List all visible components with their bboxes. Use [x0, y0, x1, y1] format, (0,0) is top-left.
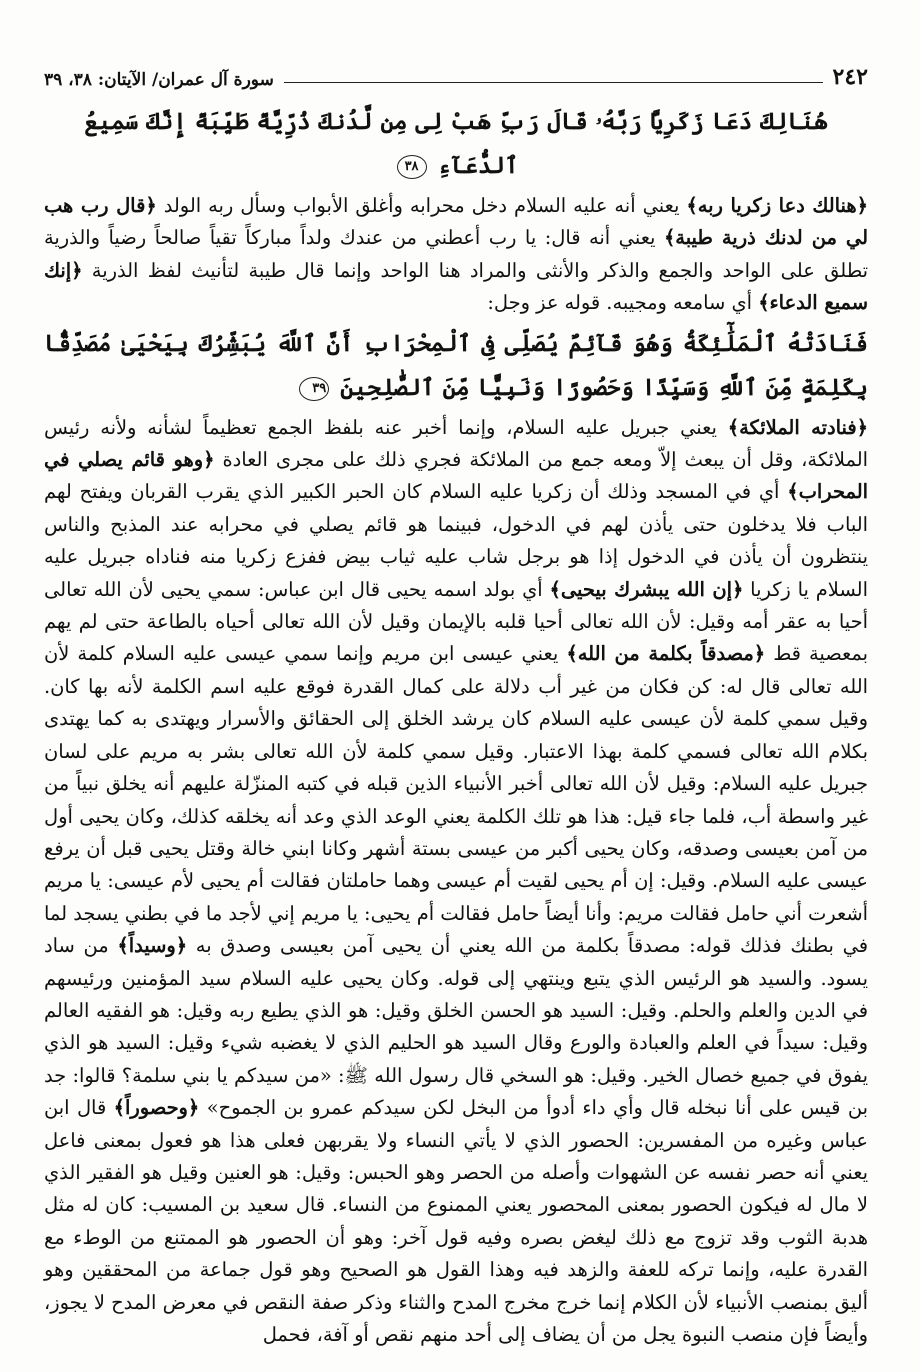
quoted-verse: ﴿قال رب هب لي من لدنك ذرية طيبة﴾: [44, 194, 868, 250]
quran-verse-39: [44, 322, 868, 410]
quoted-verse: ﴿وهو قائم يصلي في المحراب﴾: [44, 448, 868, 504]
page-header: [44, 56, 868, 90]
commentary-text: قال ابن عباس وغيره من المفسرين: الحصور الذي لا يأتي النساء ولا يقربهن فعلى هذا هو فعول بمعنى فاعل يعني أنه حصر نفسه عن الشهوات وأصله من الحصر وهو الحبس: وقيل: هو العنين وقيل هو الفقير الذي لا مال له فيكون الحصور بمعنى المحصور يعني الممنوع من النساء. قال سعيد بن المسيب: كان له مثل هدبة الثوب وقد تزوج مع ذلك ليغض بصره وفيه قول آخر: وهو أن الحصور هو الممتنع من الوطء مع القدرة عليه، وإنما تركه للعفة والزهد فيه وهذا القول هو الصحيح وهو قول جماعة من المحققين وهو أليق بمنصب الأنبياء لأن الكلام إنما خرج مخرج المدح والثناء وذكر صفة النقص في معرض المدح لا يجوز، وأيضاً فإن منصب النبوة يجل من أن يضاف إلى أحد منهم نقص أو آفة، فحمل: [44, 1096, 868, 1346]
quoted-verse: ﴿هنالك دعا زكريا ربه﴾: [686, 194, 868, 217]
commentary-text: يعني أنه عليه السلام دخل محرابه وأغلق الأبواب وسأل ربه الولد: [156, 194, 687, 217]
surah-title: سورة آل عمران/ الآيتان: ٣٨، ٣٩: [44, 70, 274, 90]
commentary-paragraph-1: [44, 190, 868, 320]
commentary-text: يعني جبريل عليه السلام، وإنما أخبر عنه بلفظ الجمع تعظيماً لشأنه ولأنه رئيس الملائكة، وقل أن يبعث إلاّ ومعه جمع من الملائكة فجري ذلك على مجرى العادة: [44, 415, 869, 472]
quoted-verse: ﴿إن الله يبشرك بيحيى﴾: [549, 577, 744, 601]
commentary-paragraph-2: [44, 412, 868, 1352]
quran-verse-38: [44, 100, 868, 188]
commentary-text: يعني عيسى ابن مريم وإنما سمي عيسى عليه السلام كلمة لأن الله تعالى قال له: كن فكان من غير أب دلالة على كمال القدرة فوقع عليه اسم الكلمة لأنه بها كان. وقيل سمي كلمة لأن عيسى عليه السلام كان يرشد الخلق إلى الحقائق والأسرار ويهتدى به كما يهتدى بكلام الله تعالى فسمي كلمة بهذا الاعتبار. وقيل سمي كلمة لأن الله تعالى بشر به مريم على لسان جبريل عليه السلام: وقيل لأن الله تعالى أخبر الأنبياء الذين قبله في كتبه المنزّلة عليهم أنه يخلق نبياً من غير واسطة أب، فلما جاء قيل: هذا هو تلك الكلمة يعني الوعد الذي وعد أنه يخلقه كذلك، وكان يحيى أول من آمن بعيسى وصدقه، وكان يحيى أكبر من عيسى بستة أشهر وكانا ابني خالة وقتل يحيى قبل أن يرفع عيسى عليه السلام. وقيل: إن أم يحيى لقيت أم عيسى وهما حاملتان فقالت أم يحيى لأم عيسى: يا مريم أشعرت أني حامل فقالت مريم: وأنا أيضاً حامل فقالت أم يحيى: يا مريم إني لأجد ما في بطني يسجد لما في بطنك فذلك قوله: مصدقاً بكلمة من الله يعني أن يحيى آمن بعيسى وصدق به: [44, 642, 869, 958]
ayah-number-marker: ٣٨: [397, 155, 427, 179]
quoted-verse: ﴿إنك سميع الدعاء﴾: [44, 258, 868, 315]
verse-text: فَنَادَتْهُ ٱلْمَلَٰٓئِكَةُ وَهُوَ قَآئِمٌ يُصَلِّى فِى ٱلْمِحْرَابِ أَنَّ ٱللَّهَ يُبَشِّرُكَ بِيَحْيَىٰ مُصَدِّقًۢا بِكَلِمَةٍ مِّنَ ٱللَّهِ وَسَيِّدًا وَحَصُورًا وَنَبِيًّا مِّنَ ٱلصَّٰلِحِينَ: [44, 329, 868, 401]
commentary-text: يعني أنه قال: يا رب أعطني من عندك ولداً مباركاً تقياً صالحاً رضياً والذرية تطلق على الواحد والجمع والذكر والأنثى والمراد هنا الواحد وإنما قال طيبة لتأنيث لفظ الذرية: [44, 226, 868, 282]
commentary-text: من ساد يسود. والسيد هو الرئيس الذي يتبع وينتهي إلى قوله. وكان يحيى عليه السلام سيد المؤمنين ورئيسهم في الدين والعلم والحلم. وقيل: السيد هو الحسن الخلق وقيل: هو الذي يطيع ربه وقيل: هو الفقيه العالم وقيل: سيداً في العلم والعبادة والورع وقال السيد هو الحليم الذي لا يغضبه شيء وقيل: السيد هو الذي يفوق في جميع خصال الخير. وقيل: هو السخي قال رسول الله ﷺ: «من سيدكم يا بني سلمة؟ قالوا: جد بن قيس على أنا نبخله قال وأي داء أدوأ من البخل لكن سيدكم عمرو بن الجموح»: [44, 934, 869, 1120]
quoted-verse: ﴿وحصوراً﴾: [113, 1096, 200, 1120]
commentary-text: أي بولد اسمه يحيى قال ابن عباس: سمي يحيى لأن الله تعالى أحيا به عقر أمه وقيل: لأن الله تعالى أحيا قلبه بالإيمان وقيل لأن الله تعالى أحياه بالطاعة حتى لم يهم بمعصية قط: [44, 577, 869, 666]
quoted-verse: ﴿وسيداً﴾: [117, 934, 188, 958]
header-rule: [284, 82, 823, 83]
verse-text: هُنَالِكَ دَعَا زَكَرِيَّا رَبَّهُۥ قَالَ رَبِّ هَبْ لِى مِن لَّدُنكَ ذُرِّيَّةً طَيِّبَةً إِنَّكَ سَمِيعُ ٱلدُّعَآءِ: [84, 108, 828, 179]
commentary-text: أي في المسجد وذلك أن زكريا عليه السلام كان الحبر الكبير الذي يقرب القربان ويفتح لهم الباب فلا يدخلون حتى يأذن لهم في الدخول، فبينما هو قائم يصلي في محرابه عند المذبح والناس ينتظرون أن يأذن في الدخول إذا هو برجل شاب عليه ثياب بيض ففزع زكريا منه فناداه جبريل عليه السلام يا زكريا: [44, 480, 868, 601]
page-number: ٢٤٢: [832, 64, 868, 90]
quoted-verse: ﴿فنادته الملائكة﴾: [727, 415, 868, 439]
commentary-text: أي سامعه ومجيبه. قوله عز وجل:: [487, 291, 759, 315]
ayah-number-marker: ٣٩: [299, 377, 329, 401]
quoted-verse: ﴿مصدقاً بكلمة من الله﴾: [566, 642, 766, 666]
